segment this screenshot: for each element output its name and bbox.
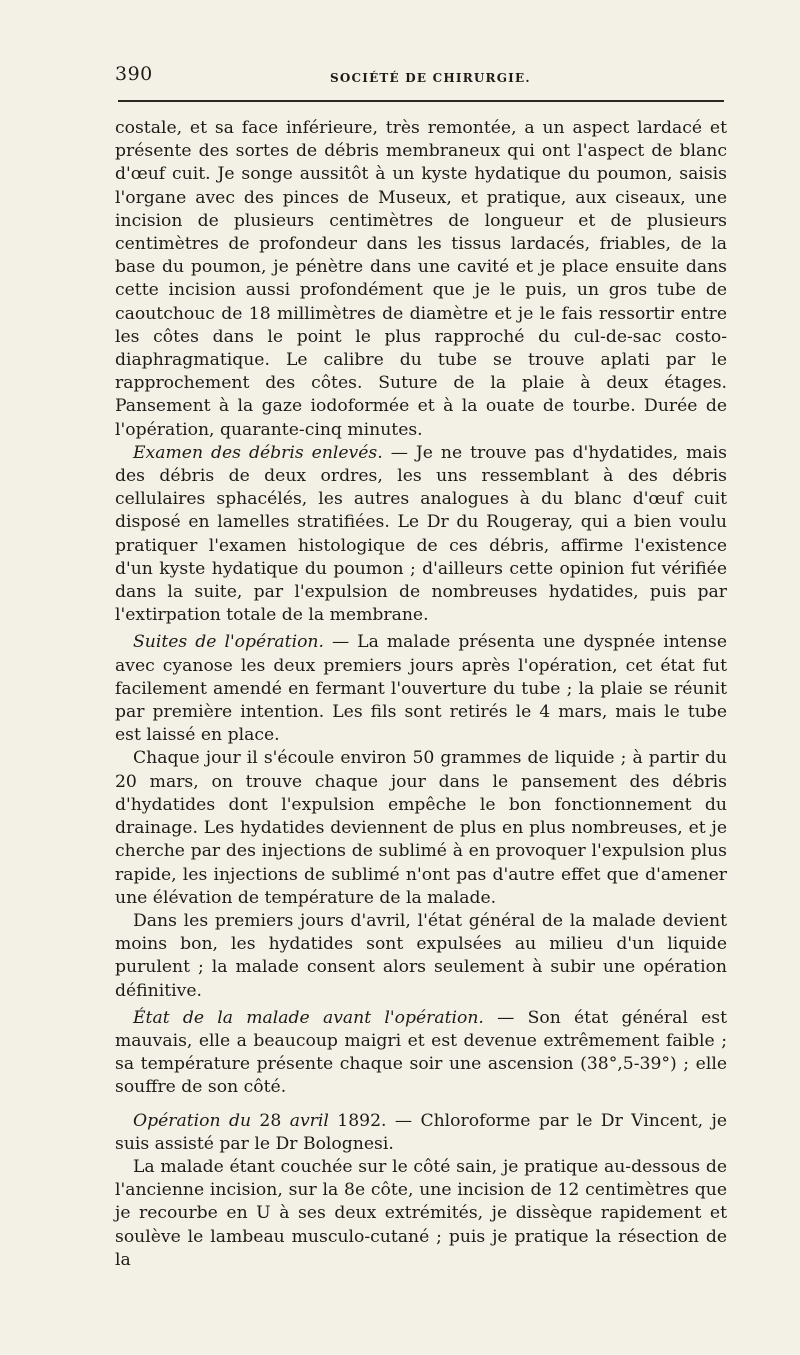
- paragraph-7-text: 1892. — Chloroforme par le Dr Vincent, je suis assisté par le Dr Bolognesi.: [115, 1110, 727, 1154]
- paragraph-1: [115, 117, 727, 442]
- page-number: 390: [115, 63, 153, 85]
- paragraph-6: [115, 1007, 727, 1100]
- operation-day: 28: [251, 1110, 290, 1131]
- header-rule: [118, 100, 724, 102]
- operation-month: avril: [289, 1110, 329, 1131]
- paragraph-8-text: La malade étant couchée sur le côté sain, je pratique au-dessous de l'ancienne incision, sur la 8e côte, une incision de 12 centimètres que je recourbe en U à ses deux extrémités, je dissèque rapidement et soulève le lambeau musculo-cutané ; puis je pratique la résection de la: [115, 1156, 727, 1270]
- body-text: [115, 117, 727, 1272]
- section-heading-suites: Suites de l'opération.: [133, 632, 324, 653]
- paragraph-1-text: costale, et sa face inférieure, très remontée, a un aspect lardacé et présente des sortes de débris membraneux qui ont l'aspect de blanc d'œuf cuit. Je songe aussitôt à un kyste hydatique du poumon, saisis l'organe avec des pinces de Museux, et pratique, aux ciseaux, une incision de plusieurs centimètres de longueur et de plusieurs centimètres de profondeur dans les tissus lardacés, friables, de la base du poumon, je pénètre dans une cavité et je place ensuite dans cette incision aussi profondément que je le puis, un gros tube de caoutchouc de 18 millimètres de diamètre et je le fais ressortir entre les côtes dans le point le plus rapproché du cul-de-sac costo-diaphragmatique. Le calibre du tube se trouve aplati par le rapprochement des côtes. Suture de la plaie à deux étages. Pansement à la gaze iodoformée et à la ouate de tourbe. Durée de l'opération, quarante-cinq minutes.: [115, 118, 727, 440]
- paragraph-2: [115, 442, 727, 628]
- paragraph-4: [115, 747, 727, 909]
- section-heading-examen: Examen des débris enlevés.: [133, 442, 383, 463]
- running-title: SOCIÉTÉ DE CHIRURGIE.: [330, 71, 531, 85]
- paragraph-8: [115, 1156, 727, 1272]
- paragraph-3-text: — La malade présenta une dyspnée intense avec cyanose les deux premiers jours après l'opération, cet état fut facilement amendé en fermant l'ouverture du tube ; la plaie se réunit par première intention. Les fils sont retirés le 4 mars, mais le tube est laissé en place.: [115, 632, 727, 746]
- section-heading-etat: État de la malade avant l'opération.: [133, 1007, 484, 1028]
- section-heading-operation: Opération du: [133, 1110, 252, 1131]
- paragraph-6-text: — Son état général est mauvais, elle a beaucoup maigri et est devenue extrêmement faible ; sa température présente chaque soir une ascension (38°,5-39°) ; elle souffre de son côté.: [115, 1007, 727, 1098]
- page-header: [115, 63, 727, 93]
- paragraph-5: [115, 910, 727, 1003]
- paragraph-3: [115, 631, 727, 747]
- paragraph-5-text: Dans les premiers jours d'avril, l'état général de la malade devient moins bon, les hydatides sont expulsées au milieu d'un liquide purulent ; la malade consent alors seulement à subir une opération définitive.: [115, 910, 727, 1001]
- paragraph-4-text: Chaque jour il s'écoule environ 50 grammes de liquide ; à partir du 20 mars, on trouve chaque jour dans le pansement des débris d'hydatides dont l'expulsion empêche le bon fonctionnement du drainage. Les hydatides deviennent de plus en plus nombreuses, et je cherche par des injections de sublimé à en provoquer l'expulsion plus rapide, les injections de sublimé n'ont pas d'autre effet que d'amener une élévation de température de la malade.: [115, 748, 727, 908]
- paragraph-2-text: — Je ne trouve pas d'hydatides, mais des débris de deux ordres, les uns ressemblant à des débris cellulaires sphacélés, les autres analogues à du blanc d'œuf cuit disposé en lamelles stratifiées. Le Dr du Rougeray, qui a bien voulu pratiquer l'examen histologique de ces débris, affirme l'existence d'un kyste hydatique du poumon ; d'ailleurs cette opinion fut vérifiée dans la suite, par l'expulsion de nombreuses hydatides, puis par l'extirpation totale de la membrane.: [115, 442, 727, 626]
- paragraph-7: [115, 1110, 727, 1156]
